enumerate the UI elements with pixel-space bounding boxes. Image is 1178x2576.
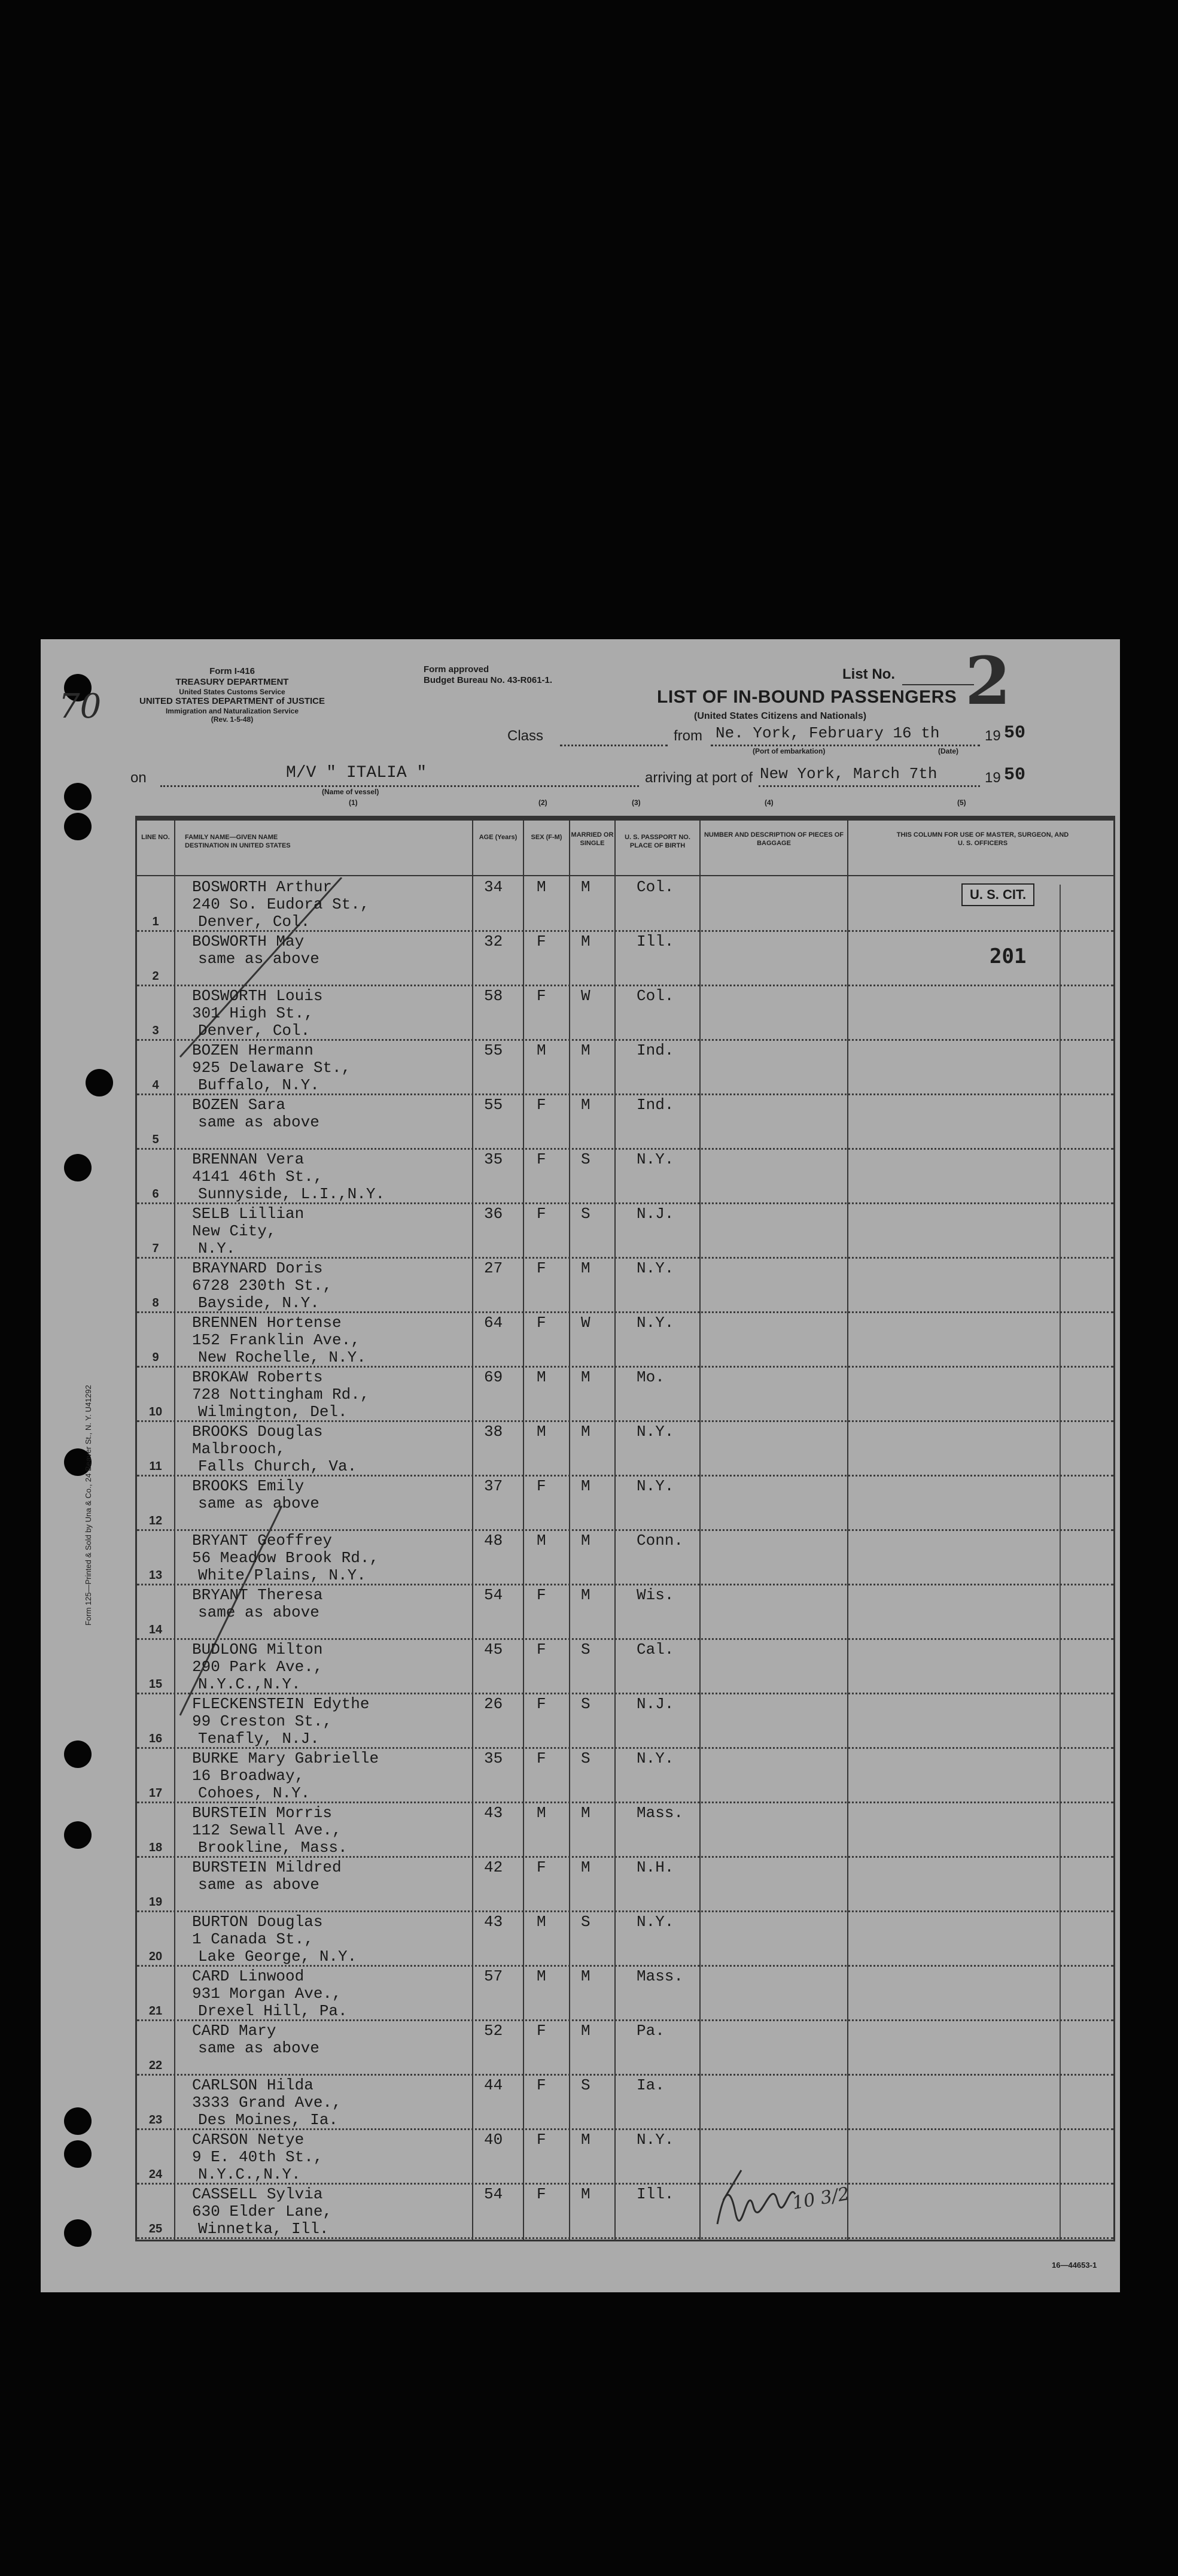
passenger-name: BOSWORTH Arthur xyxy=(192,878,333,896)
col-num-5: (5) xyxy=(957,798,966,807)
arrival-line xyxy=(759,785,980,787)
destination-address: N.Y.C.,N.Y. xyxy=(198,1675,301,1693)
table-row xyxy=(137,1150,1113,1204)
passenger-sex: F xyxy=(537,1314,546,1332)
marital-status: M xyxy=(581,1477,590,1495)
vessel-name: M/V " ITALIA " xyxy=(286,764,427,782)
passenger-age: 43 xyxy=(484,1913,503,1931)
destination-address: same as above xyxy=(198,1603,319,1621)
marital-status: M xyxy=(581,1368,590,1386)
destination-address: 3333 Grand Ave., xyxy=(192,2094,342,2112)
binder-hole xyxy=(64,1154,92,1181)
table-row xyxy=(137,1095,1113,1150)
passenger-sex: F xyxy=(537,1641,546,1658)
passenger-age: 57 xyxy=(484,1967,503,1985)
destination-address: Des Moines, Ia. xyxy=(198,2111,339,2129)
passenger-name: BOZEN Hermann xyxy=(192,1041,313,1059)
passenger-sex: F xyxy=(537,1749,546,1767)
line-number: 19 xyxy=(148,1895,163,1909)
revision: (Rev. 1-5-48) xyxy=(211,715,254,724)
table-row xyxy=(137,1368,1113,1422)
place-of-birth: Mass. xyxy=(637,1804,684,1822)
place-of-birth: N.Y. xyxy=(637,1913,674,1931)
header-officers: THIS COLUMN FOR USE OF MASTER, SURGEON, AND U. S. OFFICERS xyxy=(896,831,1069,847)
marital-status: M xyxy=(581,1967,590,1985)
passenger-sex: F xyxy=(537,1096,546,1114)
table-row xyxy=(137,2021,1113,2076)
header-divider xyxy=(137,875,1113,876)
place-of-birth: N.J. xyxy=(637,1695,674,1713)
marital-status: M xyxy=(581,1532,590,1550)
list-no-line xyxy=(902,684,974,685)
on-label: on xyxy=(130,770,147,786)
place-of-birth: Col. xyxy=(637,987,674,1005)
table-row xyxy=(137,1640,1113,1694)
col-num-3: (3) xyxy=(632,798,641,807)
passenger-sex: F xyxy=(537,1858,546,1876)
destination-address: Denver, Col. xyxy=(198,1022,311,1040)
passenger-name: CARSON Netye xyxy=(192,2131,305,2149)
marital-status: M xyxy=(581,932,590,950)
table-row xyxy=(137,1803,1113,1858)
marital-status: M xyxy=(581,2022,590,2040)
table-row xyxy=(137,877,1113,932)
passenger-age: 54 xyxy=(484,2185,503,2203)
line-number: 24 xyxy=(148,2168,163,2181)
line-number: 1 xyxy=(152,915,159,928)
binder-hole xyxy=(64,1740,92,1768)
destination-address: Falls Church, Va. xyxy=(198,1457,357,1475)
destination-address: 931 Morgan Ave., xyxy=(192,1985,342,2003)
place-of-birth: Ind. xyxy=(637,1096,674,1114)
line-number: 22 xyxy=(148,2059,163,2072)
passenger-name: BOZEN Sara xyxy=(192,1096,286,1114)
passenger-name: BOSWORTH May xyxy=(192,932,305,950)
passenger-sex: F xyxy=(537,1150,546,1168)
table-row xyxy=(137,1694,1113,1749)
passenger-sex: F xyxy=(537,2131,546,2149)
destination-address: 1 Canada St., xyxy=(192,1930,313,1948)
place-of-birth: Ill. xyxy=(637,2185,674,2203)
line-number: 5 xyxy=(152,1133,159,1146)
destination-address: Cohoes, N.Y. xyxy=(198,1784,311,1802)
header-age: AGE (Years) xyxy=(479,834,518,841)
line-number: 3 xyxy=(152,1024,159,1037)
marital-status: S xyxy=(581,1205,590,1223)
passenger-name: FLECKENSTEIN Edythe xyxy=(192,1695,370,1713)
place-of-birth: N.Y. xyxy=(637,2131,674,2149)
passenger-name: CASSELL Sylvia xyxy=(192,2185,323,2203)
passenger-age: 36 xyxy=(484,1205,503,1223)
passenger-sex: F xyxy=(537,1695,546,1713)
ins-service: Immigration and Naturalization Service xyxy=(165,707,299,715)
destination-address: 6728 230th St., xyxy=(192,1277,333,1295)
destination-address: 56 Meadow Brook Rd., xyxy=(192,1549,379,1567)
place-of-birth: Mo. xyxy=(637,1368,665,1386)
destination-address: same as above xyxy=(198,1494,319,1512)
binder-hole xyxy=(64,783,92,810)
passenger-age: 35 xyxy=(484,1150,503,1168)
table-row xyxy=(137,2185,1113,2239)
customs-service: United States Customs Service xyxy=(179,688,285,696)
date-caption: (Date) xyxy=(938,747,959,755)
line-number: 10 xyxy=(148,1405,163,1418)
destination-address: 728 Nottingham Rd., xyxy=(192,1386,370,1404)
line-number: 2 xyxy=(152,970,159,983)
line-number: 11 xyxy=(149,1460,162,1473)
passenger-name: BUDLONG Milton xyxy=(192,1641,323,1658)
marital-status: S xyxy=(581,2076,590,2094)
baggage-count: 10 3/2 xyxy=(790,2183,851,2214)
passenger-name: BRENNAN Vera xyxy=(192,1150,305,1168)
marital-status: M xyxy=(581,2131,590,2149)
destination-address: Wilmington, Del. xyxy=(198,1403,348,1421)
place-of-birth: Mass. xyxy=(637,1967,684,1985)
marital-status: S xyxy=(581,1150,590,1168)
passenger-sex: F xyxy=(537,2022,546,2040)
passenger-sex: M xyxy=(537,1368,546,1386)
table-row xyxy=(137,1204,1113,1259)
passenger-name: BROKAW Roberts xyxy=(192,1368,323,1386)
destination-address: 9 E. 40th St., xyxy=(192,2148,323,2166)
marital-status: M xyxy=(581,1259,590,1277)
place-of-birth: Ia. xyxy=(637,2076,665,2094)
passenger-age: 27 xyxy=(484,1259,503,1277)
destination-address: Malbrooch, xyxy=(192,1440,286,1458)
marital-status: S xyxy=(581,1913,590,1931)
passenger-sex: F xyxy=(537,1259,546,1277)
class-label: Class xyxy=(507,728,544,744)
destination-address: Winnetka, Ill. xyxy=(198,2220,329,2238)
embark-caption: (Port of embarkation) xyxy=(753,747,826,755)
place-of-birth: Ind. xyxy=(637,1041,674,1059)
passenger-age: 34 xyxy=(484,878,503,896)
passenger-age: 37 xyxy=(484,1477,503,1495)
place-of-birth: Ill. xyxy=(637,932,674,950)
from-label: from xyxy=(674,728,702,744)
passenger-age: 26 xyxy=(484,1695,503,1713)
destination-address: Drexel Hill, Pa. xyxy=(198,2002,348,2020)
line-number: 14 xyxy=(148,1623,163,1636)
printer-imprint: Form 125—Printed & Sold by Una & Co., 24 Beaver St., N. Y. U41292 xyxy=(84,1385,93,1626)
line-number: 13 xyxy=(148,1569,163,1582)
destination-address: White Plains, N.Y. xyxy=(198,1566,366,1584)
destination-address: same as above xyxy=(198,1113,319,1131)
year1-value: 50 xyxy=(1004,723,1026,743)
place-of-birth: N.Y. xyxy=(637,1749,674,1767)
marital-status: M xyxy=(581,1096,590,1114)
place-of-birth: Wis. xyxy=(637,1586,674,1604)
place-of-birth: N.Y. xyxy=(637,1150,674,1168)
binder-hole xyxy=(86,1069,113,1096)
header-sex: SEX (F-M) xyxy=(531,834,562,841)
passenger-name: BRYANT Theresa xyxy=(192,1586,323,1604)
place-of-birth: Col. xyxy=(637,878,674,896)
marital-status: M xyxy=(581,1858,590,1876)
table-row xyxy=(137,1912,1113,1967)
passenger-age: 55 xyxy=(484,1096,503,1114)
marital-status: S xyxy=(581,1641,590,1658)
passenger-age: 38 xyxy=(484,1423,503,1441)
place-of-birth: Conn. xyxy=(637,1532,684,1550)
passenger-age: 55 xyxy=(484,1041,503,1059)
header-baggage: NUMBER AND DESCRIPTION OF PIECES OF BAGGAGE xyxy=(704,831,844,847)
passenger-name: CARD Mary xyxy=(192,2022,276,2040)
marital-status: W xyxy=(581,1314,590,1332)
form-number: Form I-416 xyxy=(209,666,255,676)
header-married: MARRIED OR SINGLE xyxy=(571,831,614,847)
passenger-sex: F xyxy=(537,2185,546,2203)
table-row xyxy=(137,1259,1113,1313)
col-num-4: (4) xyxy=(765,798,774,807)
justice-dept: UNITED STATES DEPARTMENT of JUSTICE xyxy=(139,696,325,706)
destination-address: Bayside, N.Y. xyxy=(198,1294,319,1312)
binder-hole xyxy=(64,2219,92,2247)
marital-status: S xyxy=(581,1749,590,1767)
passenger-name: CARLSON Hilda xyxy=(192,2076,313,2094)
year2-prefix: 19 xyxy=(985,770,1001,786)
destination-address: 290 Park Ave., xyxy=(192,1658,323,1676)
destination-address: Brookline, Mass. xyxy=(198,1839,348,1857)
marital-status: M xyxy=(581,1586,590,1604)
destination-address: 112 Sewall Ave., xyxy=(192,1821,342,1839)
place-of-birth: N.J. xyxy=(637,1205,674,1223)
header-line-no: LINE NO. xyxy=(141,834,170,841)
destination-address: 301 High St., xyxy=(192,1004,313,1022)
line-number: 17 xyxy=(148,1787,163,1800)
passenger-name: CARD Linwood xyxy=(192,1967,305,1985)
binder-hole xyxy=(64,2107,92,2135)
place-of-birth: N.H. xyxy=(637,1858,674,1876)
stamp-number: 201 xyxy=(990,944,1027,968)
passenger-age: 48 xyxy=(484,1532,503,1550)
passenger-age: 42 xyxy=(484,1858,503,1876)
from-line xyxy=(711,745,980,746)
vessel-line xyxy=(160,785,639,787)
destination-address: same as above xyxy=(198,1876,319,1894)
destination-address: N.Y.C.,N.Y. xyxy=(198,2165,301,2183)
destination-address: Buffalo, N.Y. xyxy=(198,1076,319,1094)
list-number: 2 xyxy=(965,642,1011,719)
destination-address: 240 So. Eudora St., xyxy=(192,895,370,913)
arrival-port-value: New York, March 7th xyxy=(760,765,937,783)
destination-address: 16 Broadway, xyxy=(192,1767,305,1785)
line-number: 6 xyxy=(152,1187,159,1201)
passenger-age: 64 xyxy=(484,1314,503,1332)
destination-address: 630 Elder Lane, xyxy=(192,2203,333,2220)
margin-mark: 70 xyxy=(59,687,102,726)
line-number: 21 xyxy=(148,2004,163,2018)
passenger-age: 54 xyxy=(484,1586,503,1604)
passenger-name: BRENNEN Hortense xyxy=(192,1314,342,1332)
page-subtitle: (United States Citizens and Nationals) xyxy=(694,711,867,721)
table-row xyxy=(137,1858,1113,1912)
form-approved: Form approved xyxy=(424,664,489,675)
passenger-name: BOSWORTH Louis xyxy=(192,987,323,1005)
place-of-birth: Pa. xyxy=(637,2022,665,2040)
budget-bureau: Budget Bureau No. 43-R061-1. xyxy=(424,675,553,685)
footer-code: 16—44653-1 xyxy=(1052,2261,1097,2270)
marital-status: M xyxy=(581,1423,590,1441)
passenger-sex: M xyxy=(537,878,546,896)
manifest-page xyxy=(41,639,1120,2292)
line-number: 4 xyxy=(152,1079,159,1092)
destination-address: 152 Franklin Ave., xyxy=(192,1331,360,1349)
table-row xyxy=(137,986,1113,1041)
destination-address: 4141 46th St., xyxy=(192,1168,323,1186)
table-row xyxy=(137,932,1113,986)
year2-value: 50 xyxy=(1004,765,1026,785)
destination-address: Tenafly, N.J. xyxy=(198,1730,319,1748)
passenger-name: SELB Lillian xyxy=(192,1205,305,1223)
passenger-sex: F xyxy=(537,1477,546,1495)
destination-address: Denver, Col. xyxy=(198,913,311,931)
table-row xyxy=(137,1585,1113,1640)
line-number: 8 xyxy=(152,1296,159,1310)
table-row xyxy=(137,1422,1113,1477)
table-row xyxy=(137,1531,1113,1585)
passenger-name: BRYANT Geoffrey xyxy=(192,1532,333,1550)
place-of-birth: N.Y. xyxy=(637,1314,674,1332)
header-name: FAMILY NAME—GIVEN NAME DESTINATION IN UNITED STATES xyxy=(185,834,291,849)
destination-address: New Rochelle, N.Y. xyxy=(198,1348,366,1366)
table-row xyxy=(137,1477,1113,1531)
passenger-sex: F xyxy=(537,932,546,950)
passenger-age: 43 xyxy=(484,1804,503,1822)
destination-address: N.Y. xyxy=(198,1240,236,1257)
line-number: 18 xyxy=(148,1841,163,1854)
place-of-birth: N.Y. xyxy=(637,1259,674,1277)
binder-hole xyxy=(64,813,92,840)
passenger-age: 69 xyxy=(484,1368,503,1386)
passenger-sex: M xyxy=(537,1913,546,1931)
passenger-sex: M xyxy=(537,1532,546,1550)
embarkation-value: Ne. York, February 16 th xyxy=(716,724,940,742)
passenger-age: 32 xyxy=(484,932,503,950)
destination-address: 99 Creston St., xyxy=(192,1712,333,1730)
binder-hole xyxy=(64,1821,92,1849)
vessel-caption: (Name of vessel) xyxy=(322,788,379,796)
destination-address: Sunnyside, L.I.,N.Y. xyxy=(198,1185,385,1203)
passenger-name: BROOKS Emily xyxy=(192,1477,305,1495)
passenger-age: 35 xyxy=(484,1749,503,1767)
destination-address: New City, xyxy=(192,1222,276,1240)
marital-status: S xyxy=(581,1695,590,1713)
passenger-sex: M xyxy=(537,1041,546,1059)
passenger-sex: M xyxy=(537,1804,546,1822)
marital-status: M xyxy=(581,1804,590,1822)
passenger-table xyxy=(135,816,1115,2241)
passenger-name: BURSTEIN Mildred xyxy=(192,1858,342,1876)
table-row xyxy=(137,1313,1113,1368)
passenger-sex: M xyxy=(537,1423,546,1441)
class-line xyxy=(560,745,668,746)
table-row xyxy=(137,1041,1113,1095)
passenger-sex: F xyxy=(537,1205,546,1223)
passenger-name: BURSTEIN Morris xyxy=(192,1804,333,1822)
place-of-birth: N.Y. xyxy=(637,1423,674,1441)
passenger-sex: M xyxy=(537,1967,546,1985)
table-row xyxy=(137,2076,1113,2130)
treasury-dept: TREASURY DEPARTMENT xyxy=(175,677,289,687)
line-number: 16 xyxy=(148,1732,163,1745)
passenger-name: BURKE Mary Gabrielle xyxy=(192,1749,379,1767)
marital-status: W xyxy=(581,987,590,1005)
line-number: 15 xyxy=(148,1678,163,1691)
header-passport: U. S. PASSPORT NO. PLACE OF BIRTH xyxy=(625,834,690,849)
passenger-name: BRAYNARD Doris xyxy=(192,1259,323,1277)
destination-address: same as above xyxy=(198,2039,319,2057)
passenger-age: 52 xyxy=(484,2022,503,2040)
col-num-2: (2) xyxy=(538,798,547,807)
line-number: 25 xyxy=(148,2222,163,2235)
passenger-name: BURTON Douglas xyxy=(192,1913,323,1931)
destination-address: Lake George, N.Y. xyxy=(198,1948,357,1966)
place-of-birth: N.Y. xyxy=(637,1477,674,1495)
table-row xyxy=(137,1967,1113,2021)
destination-address: same as above xyxy=(198,950,319,968)
marital-status: M xyxy=(581,878,590,896)
line-number: 23 xyxy=(148,2113,163,2127)
arriving-label: arriving at port of xyxy=(645,770,753,786)
agency-header xyxy=(130,666,334,724)
page-title: LIST OF IN-BOUND PASSENGERS xyxy=(657,687,957,707)
line-number: 12 xyxy=(148,1514,163,1527)
table-row xyxy=(137,2130,1113,2185)
passenger-age: 44 xyxy=(484,2076,503,2094)
passenger-sex: F xyxy=(537,987,546,1005)
citizen-stamp: U. S. CIT. xyxy=(961,883,1034,906)
col-num-1: (1) xyxy=(349,798,358,807)
binder-hole xyxy=(64,2140,92,2168)
table-row xyxy=(137,1749,1113,1803)
passenger-sex: F xyxy=(537,1586,546,1604)
list-no-label: List No. xyxy=(842,666,895,682)
approval-block xyxy=(424,664,552,686)
year1-prefix: 19 xyxy=(985,728,1001,744)
passenger-age: 45 xyxy=(484,1641,503,1658)
passenger-name: BROOKS Douglas xyxy=(192,1423,323,1441)
marital-status: M xyxy=(581,1041,590,1059)
passenger-age: 58 xyxy=(484,987,503,1005)
line-number: 20 xyxy=(148,1950,163,1963)
marital-status: M xyxy=(581,2185,590,2203)
line-number: 9 xyxy=(152,1351,159,1364)
passenger-sex: F xyxy=(537,2076,546,2094)
passenger-age: 40 xyxy=(484,2131,503,2149)
place-of-birth: Cal. xyxy=(637,1641,674,1658)
destination-address: 925 Delaware St., xyxy=(192,1059,351,1077)
line-number: 7 xyxy=(152,1242,159,1255)
